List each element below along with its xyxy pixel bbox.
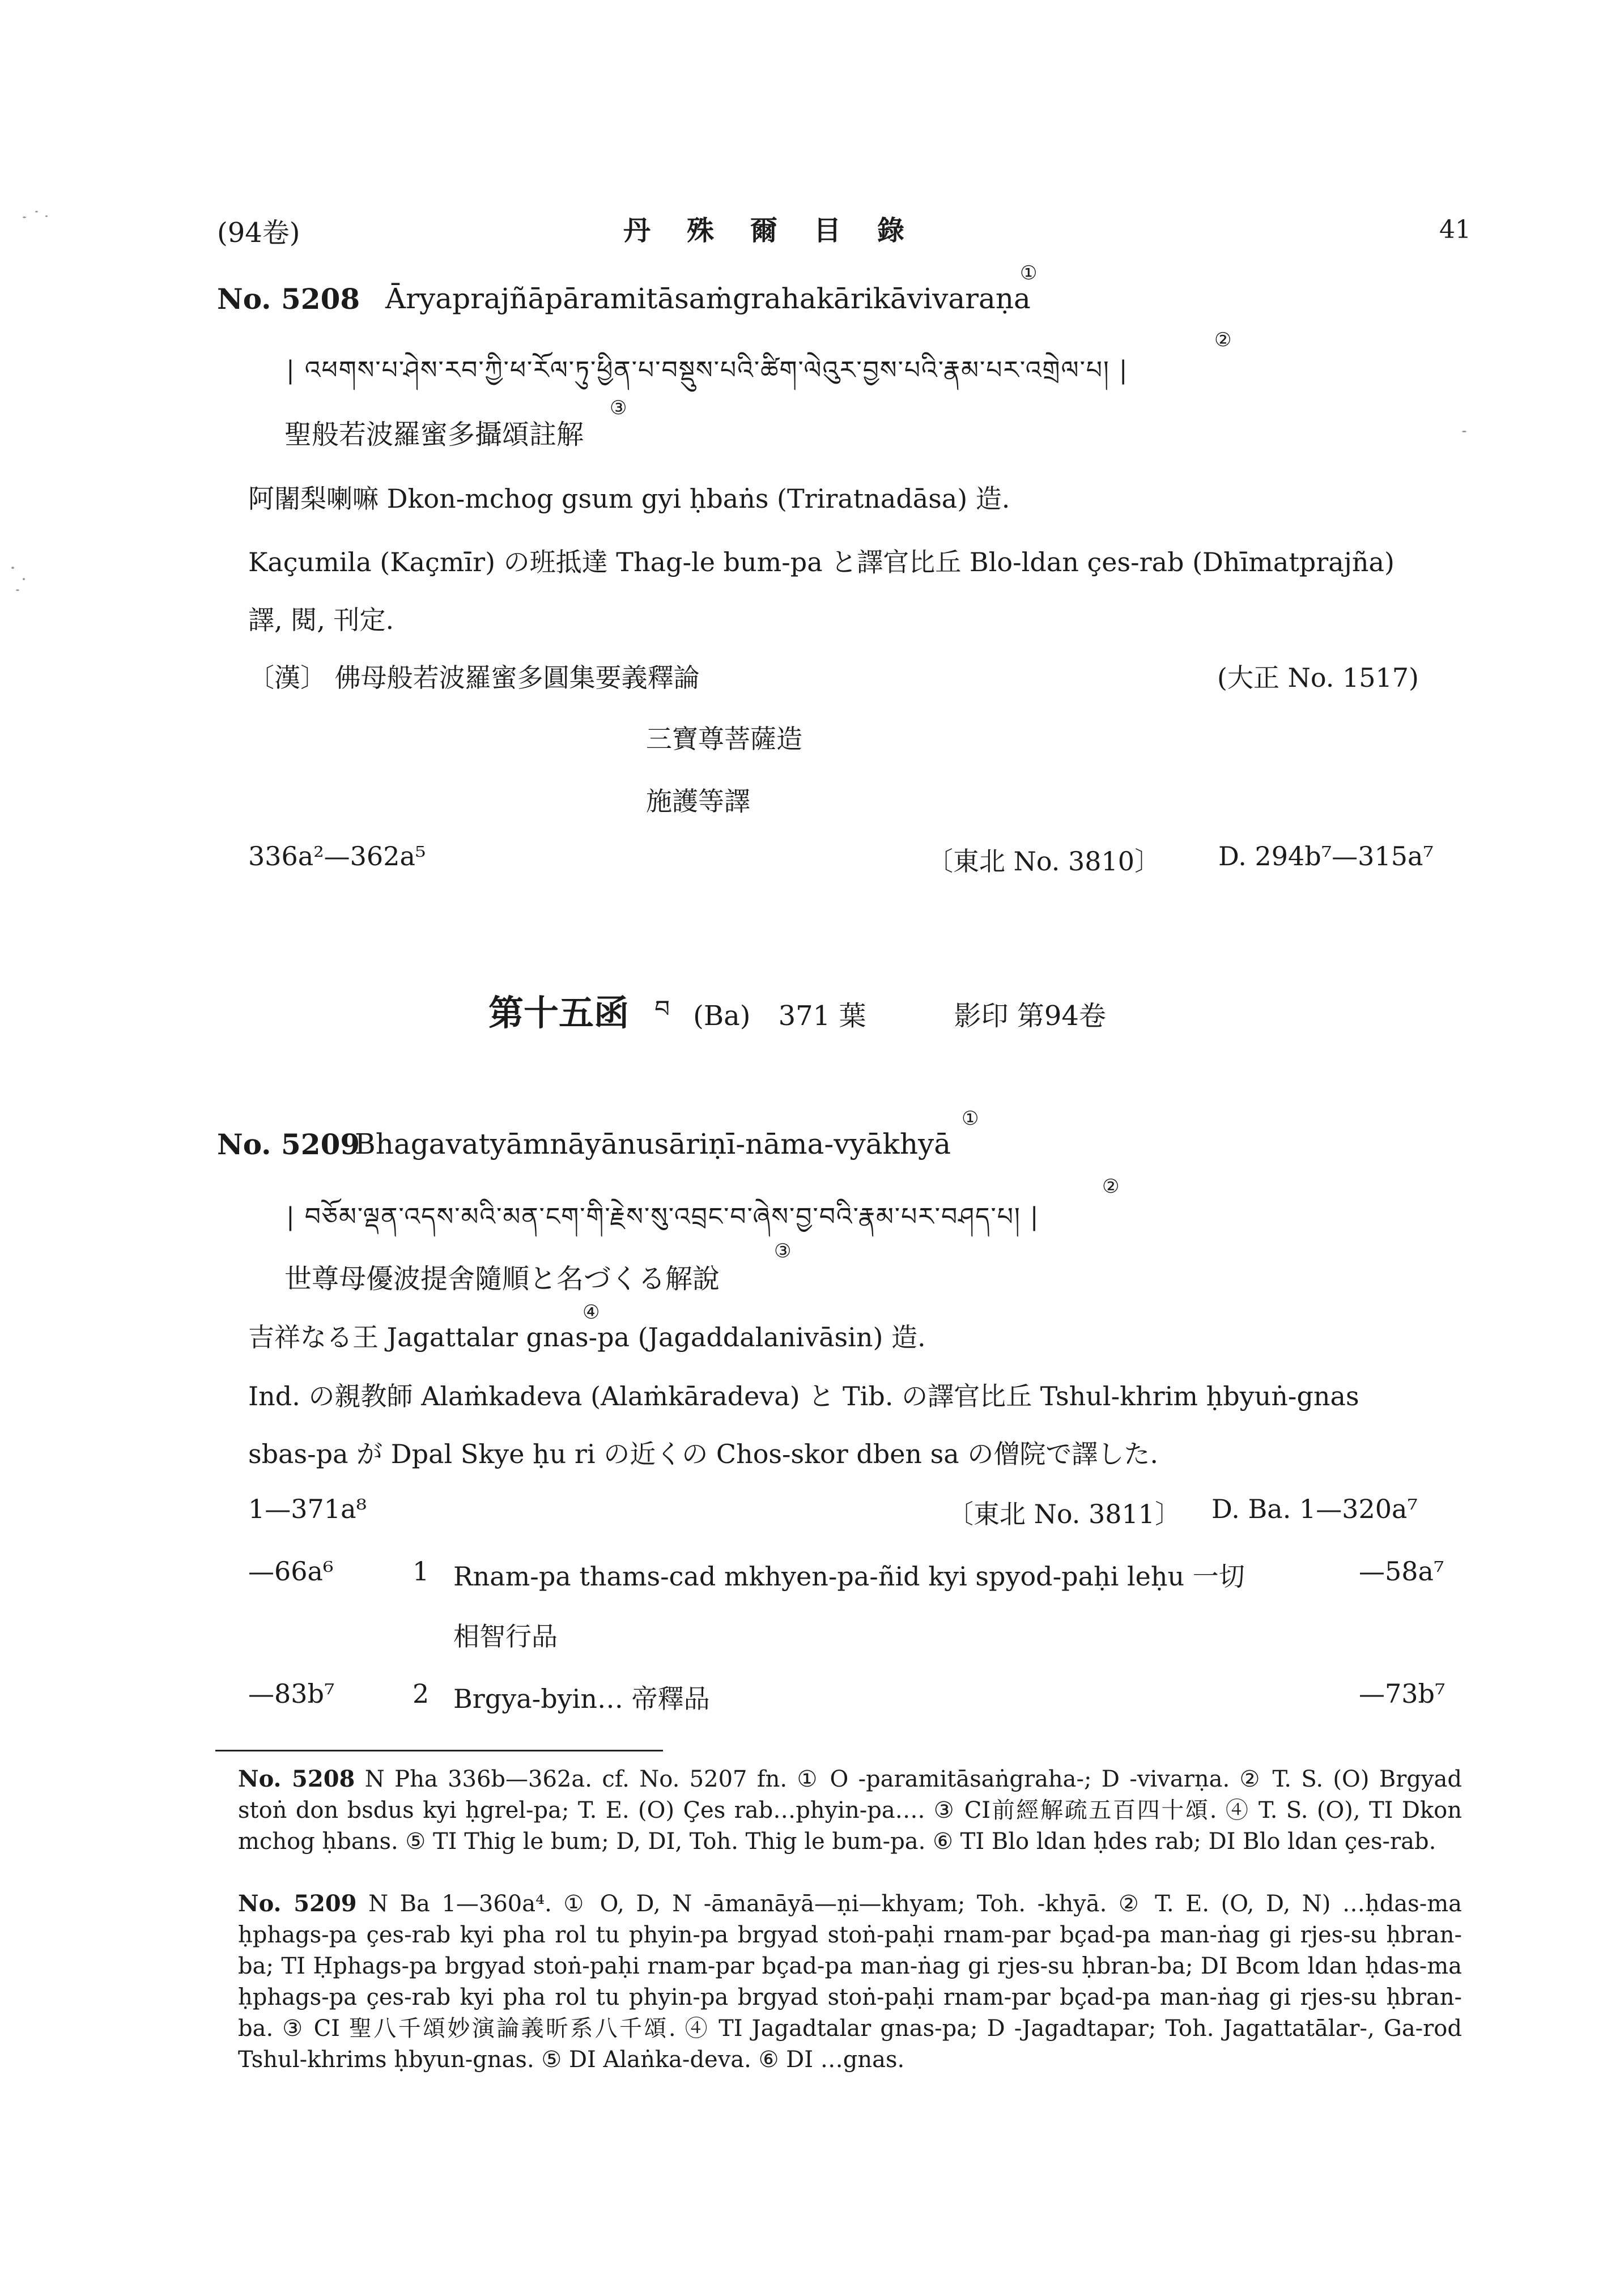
folio-range: 336a²—362a⁵: [248, 841, 426, 871]
translator-line: Ind. の親教師 Alaṁkadeva (Alaṁkāradeva) と Tib. の譯官比丘 Tshul-khrim ḥbyuṅ-gnas: [248, 1381, 1359, 1411]
chapter-number: 1: [413, 1556, 430, 1587]
volume-label: (94卷): [217, 217, 300, 249]
footnote-5209: [238, 1888, 1462, 2076]
author-line: 吉祥なる王 Jagattalar gnas-pa (Jagaddalanivāsin) 造.: [248, 1322, 926, 1353]
page-title: 丹 殊 爾 目 錄: [623, 215, 909, 246]
scan-speck: [23, 216, 26, 218]
footnote-marker: ①: [962, 1107, 979, 1130]
entry-title: Bhagavatyāmnāyānusāriṇī-nāma-vyākhyā: [355, 1128, 951, 1160]
footnote-marker: ①: [1020, 262, 1038, 284]
scan-speck: [35, 211, 38, 212]
tibetan-title: | འཕགས་པ་ཤེས་རབ་ཀྱི་ཕ་རོལ་ཏུ་ཕྱིན་པ་བསྡུས་པའི་ཚིག་ལེའུར་བྱས་པའི་རྣམ་པར་འགྲེལ་པ། |: [286, 356, 1129, 385]
translation-place: sbas-pa が Dpal Skye ḥu ri の近くの Chos-skor dben sa の僧院で譯した.: [248, 1439, 1158, 1469]
translator-line-2: 譯, 閱, 刊定.: [248, 605, 394, 635]
footnote-marker: ④: [583, 1301, 600, 1324]
section-tibetan-letter: བ: [654, 995, 670, 1023]
chapter-title-continued: 相智行品: [453, 1621, 558, 1652]
scan-speck: [11, 567, 14, 569]
footnote-text: N Pha 336b—362a. cf. No. 5207 fn. ① O -paramitāsaṅgraha-; D -vivarṇa. ② T. S. (O) Brgyad stoṅ don bsdus kyi ḥgrel-pa; T. E. (O) Çes rab…phyin-pa…. ③ CI前經解疏五百四十頌. ④ T. S. (O), TI Dkon mchog ḥbans. ⑤ TI Thig le bum; D, DI, Toh. Thig le bum-pa. ⑥ TI Blo ldan ḥdes rab; DI Blo ldan çes-rab.: [238, 1766, 1462, 1855]
chapter-derge: —73b⁷: [1359, 1678, 1446, 1709]
chapter-title: Brgya-byin… 帝釋品: [453, 1683, 710, 1714]
footnote-marker: ③: [774, 1240, 792, 1262]
scan-speck: [1462, 431, 1466, 432]
section-letter: (Ba): [693, 1000, 751, 1032]
chapter-title: Rnam-pa thams-cad mkhyen-pa-ñid kyi spyod-paḥi leḥu 一切: [453, 1561, 1245, 1592]
chinese-title: 聖般若波羅蜜多攝頌註解: [284, 419, 584, 450]
page-number: 41: [1439, 215, 1471, 244]
derge-folio: D. Ba. 1—320a⁷: [1211, 1494, 1418, 1524]
footnote-marker: ③: [610, 397, 627, 419]
scan-speck: [45, 215, 48, 217]
taisho-number: (大正 No. 1517): [1217, 662, 1419, 693]
chapter-folio: —83b⁷: [248, 1678, 335, 1709]
footnote-text: N Ba 1—360a⁴. ① O, D, N -āmanāyā—ṇi—khyam; Toh. -khyā. ② T. E. (O, D, N) …ḥdas-ma ḥphags-pa çes-rab kyi pha rol tu phyin-pa brgyad stoṅ-paḥi rnam-par bçad-pa man-ṅag gi rjes-su ḥbran-ba; TI Ḥphags-pa brgyad stoṅ-paḥi rnam-par bçad-pa man-ṅag gi rjes-su ḥbran-ba; DI Bcom ldan ḥdas-ma ḥphags-pa çes-rab kyi pha rol tu phyin-pa brgyad stoṅ-paḥi rnam-par bçad-pa man-ṅag gi rjes-su ḥbran-ba. ③ CI 聖八千頌妙演論義昕系八千頌. ④ TI Jagadtalar gnas-pa; D -Jagadtapar; Toh. Jagattatālar-, Ga-rod Tshul-khrims ḥbyun-gnas. ⑤ DI Alaṅka-deva. ⑥ DI …gnas.: [238, 1891, 1462, 2073]
chapter-number: 2: [413, 1678, 430, 1709]
footnote-divider: [215, 1750, 663, 1751]
section-title: 第十五函: [488, 992, 630, 1034]
tibetan-title: | བཅོམ་ལྡན་འདས་མའི་མན་ངག་གི་རྗེས་སུ་འབྲང་བ་ཞེས་བྱ་བའི་རྣམ་པར་བཤད་པ། |: [286, 1202, 1040, 1231]
translator-line: Kaçumila (Kaçmīr) の班抵達 Thag-le bum-pa と譯官比丘 Blo-ldan çes-rab (Dhīmatprajña): [248, 547, 1395, 577]
chapter-derge: —58a⁷: [1359, 1556, 1444, 1587]
entry-number: No. 5209: [217, 1128, 360, 1161]
section-reprint: 影印 第94卷: [954, 1000, 1106, 1032]
chinese-translator: 施護等譯: [646, 786, 750, 817]
footnote-number: No. 5209: [238, 1890, 357, 1917]
author-line: 阿闍梨喇嘛 Dkon-mchog gsum gyi ḥbaṅs (Triratnadāsa) 造.: [248, 483, 1010, 514]
entry-number: No. 5208: [217, 282, 360, 316]
chinese-author: 三寶尊菩薩造: [646, 724, 802, 754]
footnote-5208: [238, 1763, 1462, 1857]
scan-speck: [23, 578, 25, 580]
derge-folio: D. 294b⁷—315a⁷: [1218, 841, 1434, 871]
section-heading: [488, 985, 1106, 1057]
chapter-folio: —66a⁶: [248, 1556, 334, 1587]
tohoku-number: 〔東北 No. 3810〕: [927, 846, 1161, 877]
footnote-marker: ②: [1102, 1175, 1120, 1198]
entry-title: Āryaprajñāpāramitāsaṁgrahakārikāvivaraṇa: [385, 282, 1031, 315]
folio-range: 1—371a⁸: [248, 1494, 367, 1524]
chinese-parallel: 〔漢〕 佛母般若波羅蜜多圓集要義釋論: [248, 662, 700, 693]
section-leaves: 371 葉: [778, 1000, 866, 1032]
scan-speck: [16, 589, 19, 591]
footnote-marker: ②: [1214, 329, 1232, 351]
japanese-title: 世尊母優波提舍隨順と名づくる解說: [284, 1263, 720, 1295]
footnote-number: No. 5208: [238, 1766, 355, 1792]
tohoku-number: 〔東北 No. 3811〕: [947, 1499, 1181, 1529]
